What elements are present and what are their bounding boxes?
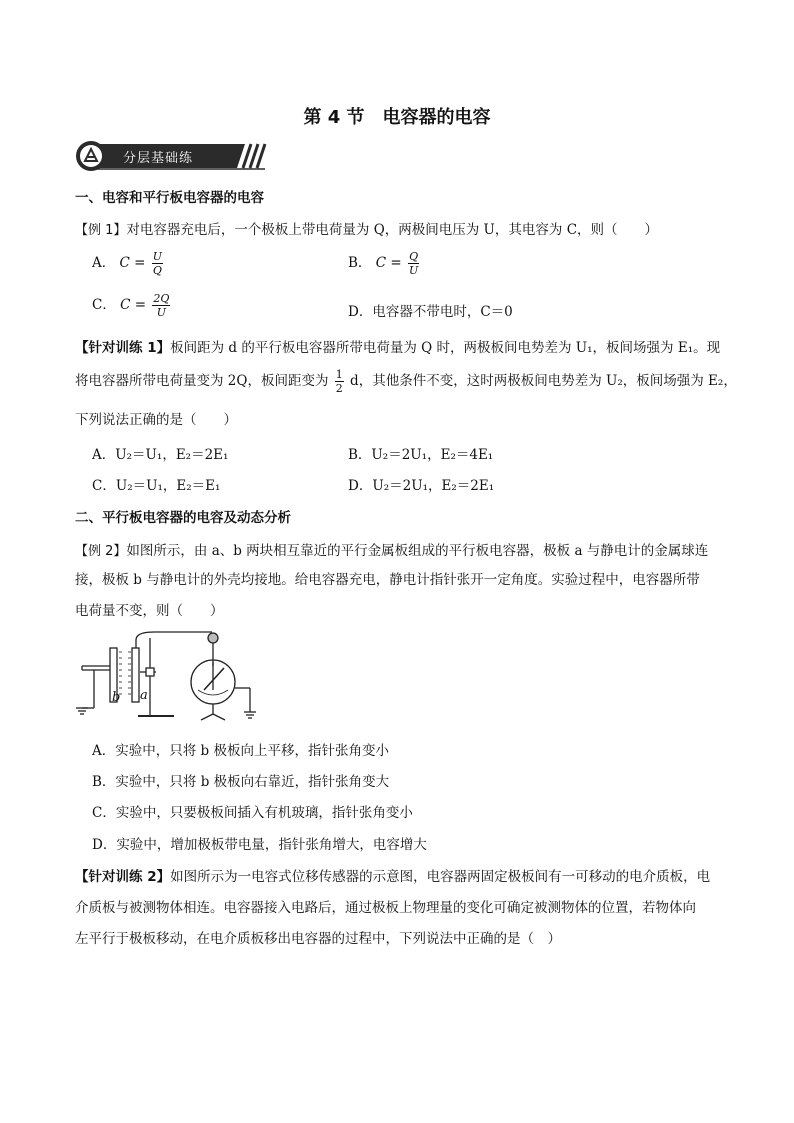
figure-label-b: b — [112, 690, 121, 705]
option-c-fraction: $\frac{2Q}{U}$ — [153, 292, 170, 319]
figure-label-a: a — [140, 688, 148, 703]
training-2-line-3: 左平行于极板移动，在电介质板移出电容器的过程中，下列说法中正确的是（ ） — [75, 931, 561, 947]
option-a-fraction: $\frac{U}{Q}$ — [152, 250, 163, 277]
training-1-option-a: A．U₂＝U₁，E₂＝2E₁ — [92, 447, 229, 463]
option-a-label: A． — [92, 255, 116, 271]
option-b-fraction: $\frac{Q}{U}$ — [408, 250, 419, 277]
option-a-lhs: C = — [119, 255, 146, 271]
example-2-option-d: D．实验中，增加极板带电量，指针张角增大，电容增大 — [92, 837, 427, 853]
option-c — [92, 292, 172, 319]
example-2-option-c: C．实验中，只要极板间插入有机玻璃，指针张角变小 — [92, 805, 413, 821]
training-1-text-2b: d，其他条件不变，这时两极板间电势差为 U₂，板间场强为 E₂， — [350, 373, 737, 389]
example-2-option-b: B．实验中，只将 b 极板向右靠近，指针张角变大 — [92, 774, 390, 790]
option-b-lhs: C = — [375, 255, 402, 271]
training-1-fraction: $\frac{1}{2}$ — [335, 368, 343, 395]
section-banner — [75, 140, 270, 172]
section-heading-2: 二、平行板电容器的电容及动态分析 — [75, 510, 291, 526]
page-title: 第 4 节 电容器的电容 — [303, 107, 491, 128]
training-1-option-d: D．U₂＝2U₁，E₂＝2E₁ — [348, 478, 495, 494]
metal-ball — [208, 633, 218, 643]
example-2-tag: 【例 2】 — [75, 544, 127, 559]
training-1-line-1 — [75, 336, 720, 356]
example-2-line-1 — [75, 539, 708, 559]
training-1-line-2 — [75, 368, 737, 395]
option-b-label: B． — [348, 255, 372, 271]
option-d: D．电容器不带电时，C＝0 — [348, 304, 513, 320]
banner-label: 分层基础练 — [123, 151, 194, 166]
training-1-text-1: 板间距为 d 的平行板电容器所带电荷量为 Q 时，两极板间电势差为 U₁，板间场强为 E₁。现 — [170, 340, 721, 356]
option-b — [348, 250, 421, 277]
example-1-stem — [75, 218, 658, 238]
training-1-line-3: 下列说法正确的是（ ） — [75, 412, 237, 428]
training-1-tag: 【针对训练 1】 — [75, 340, 171, 356]
example-2-line-2: 接，极板 b 与静电计的外壳均接地。给电容器充电，静电计指针张开一定角度。实验过程中，电容器所带 — [75, 572, 700, 588]
option-c-lhs: C = — [120, 297, 147, 313]
electrometer-figure — [74, 628, 264, 724]
example-2-option-a: A．实验中，只将 b 极板向上平移，指针张角变小 — [92, 743, 389, 759]
option-a — [92, 250, 165, 277]
option-c-label: C． — [92, 297, 116, 313]
training-2-tag: 【针对训练 2】 — [75, 869, 171, 885]
training-1-option-b: B．U₂＝2U₁，E₂＝4E₁ — [348, 447, 494, 463]
training-2-line-1 — [75, 865, 710, 885]
training-1-text-2a: 将电容器所带电荷量变为 2Q，板间距变为 — [75, 373, 329, 389]
example-2-text-1: 如图所示，由 a、b 两块相互靠近的平行金属板组成的平行板电容器，极板 a 与静电计的金属球连 — [126, 543, 709, 559]
training-1-option-c: C．U₂＝U₁，E₂＝E₁ — [92, 478, 221, 494]
training-2-text-1: 如图所示为一电容式位移传感器的示意图，电容器两固定极板间有一可移动的电介质板，电 — [170, 869, 711, 885]
example-1-tag: 【例 1】 — [75, 223, 127, 238]
section-heading-1: 一、电容和平行板电容器的电容 — [75, 190, 264, 206]
training-2-line-2: 介质板与被测物体相连。电容器接入电路后，通过极板上物理量的变化可确定被测物体的位置，若物体向 — [75, 900, 696, 916]
example-1-text: 对电容器充电后，一个极板上带电荷量为 Q，两极间电压为 U，其电容为 C，则（ ） — [126, 222, 659, 238]
example-2-line-3: 电荷量不变，则（ ） — [75, 603, 224, 619]
